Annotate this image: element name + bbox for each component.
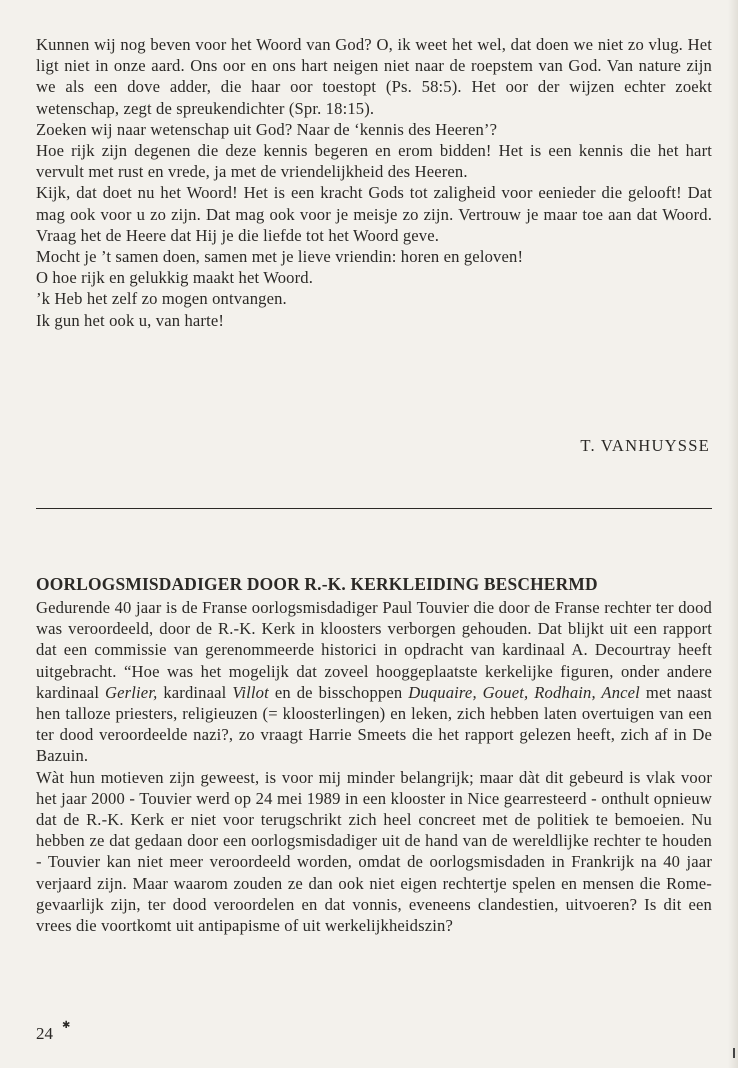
paragraph-woord-van-god: Kunnen wij nog beven voor het Woord van God? O, ik weet het wel, dat doen we niet zo vlug. Het ligt niet in onze aard. Ons oor en ons hart neigen niet naar de roepstem van God. Van nature zijn we als een dove adder, die haar oor toestopt (Ps. 58:5). Het oor der wijzen echter zoekt wetenschap, zegt de spreukendichter (Spr. 18:15). [36,35,712,118]
article-headline: OORLOGSMISDADIGER DOOR R.-K. KERKLEIDING BESCHERMD [36,574,598,594]
page-edge-shadow [728,0,738,1068]
section-divider [36,508,712,509]
paragraph-wetenschap: Zoeken wij naar wetenschap uit God? Naar de ‘kennis des Heeren’? [36,119,498,139]
article-text: en de bisschoppen [268,682,409,702]
paragraph-samen: Mocht je ’t samen doen, samen met je lieve vriendin: horen en geloven! [36,247,524,267]
paragraph-van-harte: Ik gun het ook u, van harte! [36,310,225,330]
page-mark: ✱ [62,1020,71,1031]
paragraph-kennis: Hoe rijk zijn degenen die deze kennis begeren en erom bidden! Het is een kennis die het hart vervult met rust en vrede, ja met de vriendelijkheid des Heeren. [36,141,712,182]
article-paragraph-2: Wàt hun motieven zijn geweest, is voor mij minder belangrijk; maar dàt dit gebeurd is vlak voor het jaar 2000 - Touvier werd op 24 mei 1989 in een klooster in Nice gearresteerd - onthult opnieuw dat de R.-K. Kerk er niet voor terugschrikt zich heel concreet met de politiek te bemoeien. Nu hebben ze dat gedaan door een oorlogsmisdadiger uit de hand van de wereldlijke rechter te houden - Touvier kan niet meer veroordeeld worden, omdat de oorlogsmisdaden in Frankrijk na 40 jaar verjaard zijn. Maar waarom zouden ze dan ook niet eigen rechtertje spelen en mensen die Rome-gevaarlijk zijn, ter dood veroordelen en dat vonnis, eveneens clandestien, uitvoeren? Is dit een vrees die voortkomt uit antipapisme of uit werkelijkheidszin? [36,767,712,936]
paragraph-ontvangen: ’k Heb het zelf zo mogen ontvangen. [36,289,287,309]
name-villot: Villot [232,682,269,702]
paragraph-kracht-gods: Kijk, dat doet nu het Woord! Het is een kracht Gods tot zaligheid voor eenieder die gelooft! Dat mag ook voor u zo zijn. Dat mag ook voor je meisje zo zijn. Vertrouw je maar toe aan dat Woord. Vraag het de Heere dat Hij je die liefde tot het Woord geve. [36,183,712,245]
scan-speck [733,1048,735,1058]
article-body [36,597,712,936]
article-text: met naast hen talloze priesters, religieuzen (= kloosterlingen) en leken, zich hebben laten overtuigen van een ter dood veroordeelde nazi?, zo vraagt Harrie Smeets die het rapport gelezen heeft, zich af in De Bazuin. [36,682,712,766]
page-number: 24 [36,1024,53,1043]
name-gerlier: Gerlier, [105,682,158,702]
devotional-text [36,34,712,331]
author-signature: T. VANHUYSSE [580,436,710,455]
article-text: kardinaal [157,682,233,702]
article-paragraph-1 [36,597,712,767]
paragraph-rijk: O hoe rijk en gelukkig maakt het Woord. [36,268,314,288]
article-text: Gedurende 40 jaar is de Franse oorlogsmisdadiger Paul Touvier die door de Franse rechter ter dood was veroordeeld, door de R.-K. Kerk in kloosters verborgen gehouden. Dat blijkt uit een rapport dat een commissie van gerenommeerde historici in opdracht van kardinaal A. Decourtray heeft uitgebracht. “Hoe was het mogelijk dat zoveel hooggeplaatste kerkelijke figuren, onder andere kardinaal [36,598,712,702]
names-bishops: Duquaire, Gouet, Rodhain, Ancel [408,682,640,702]
